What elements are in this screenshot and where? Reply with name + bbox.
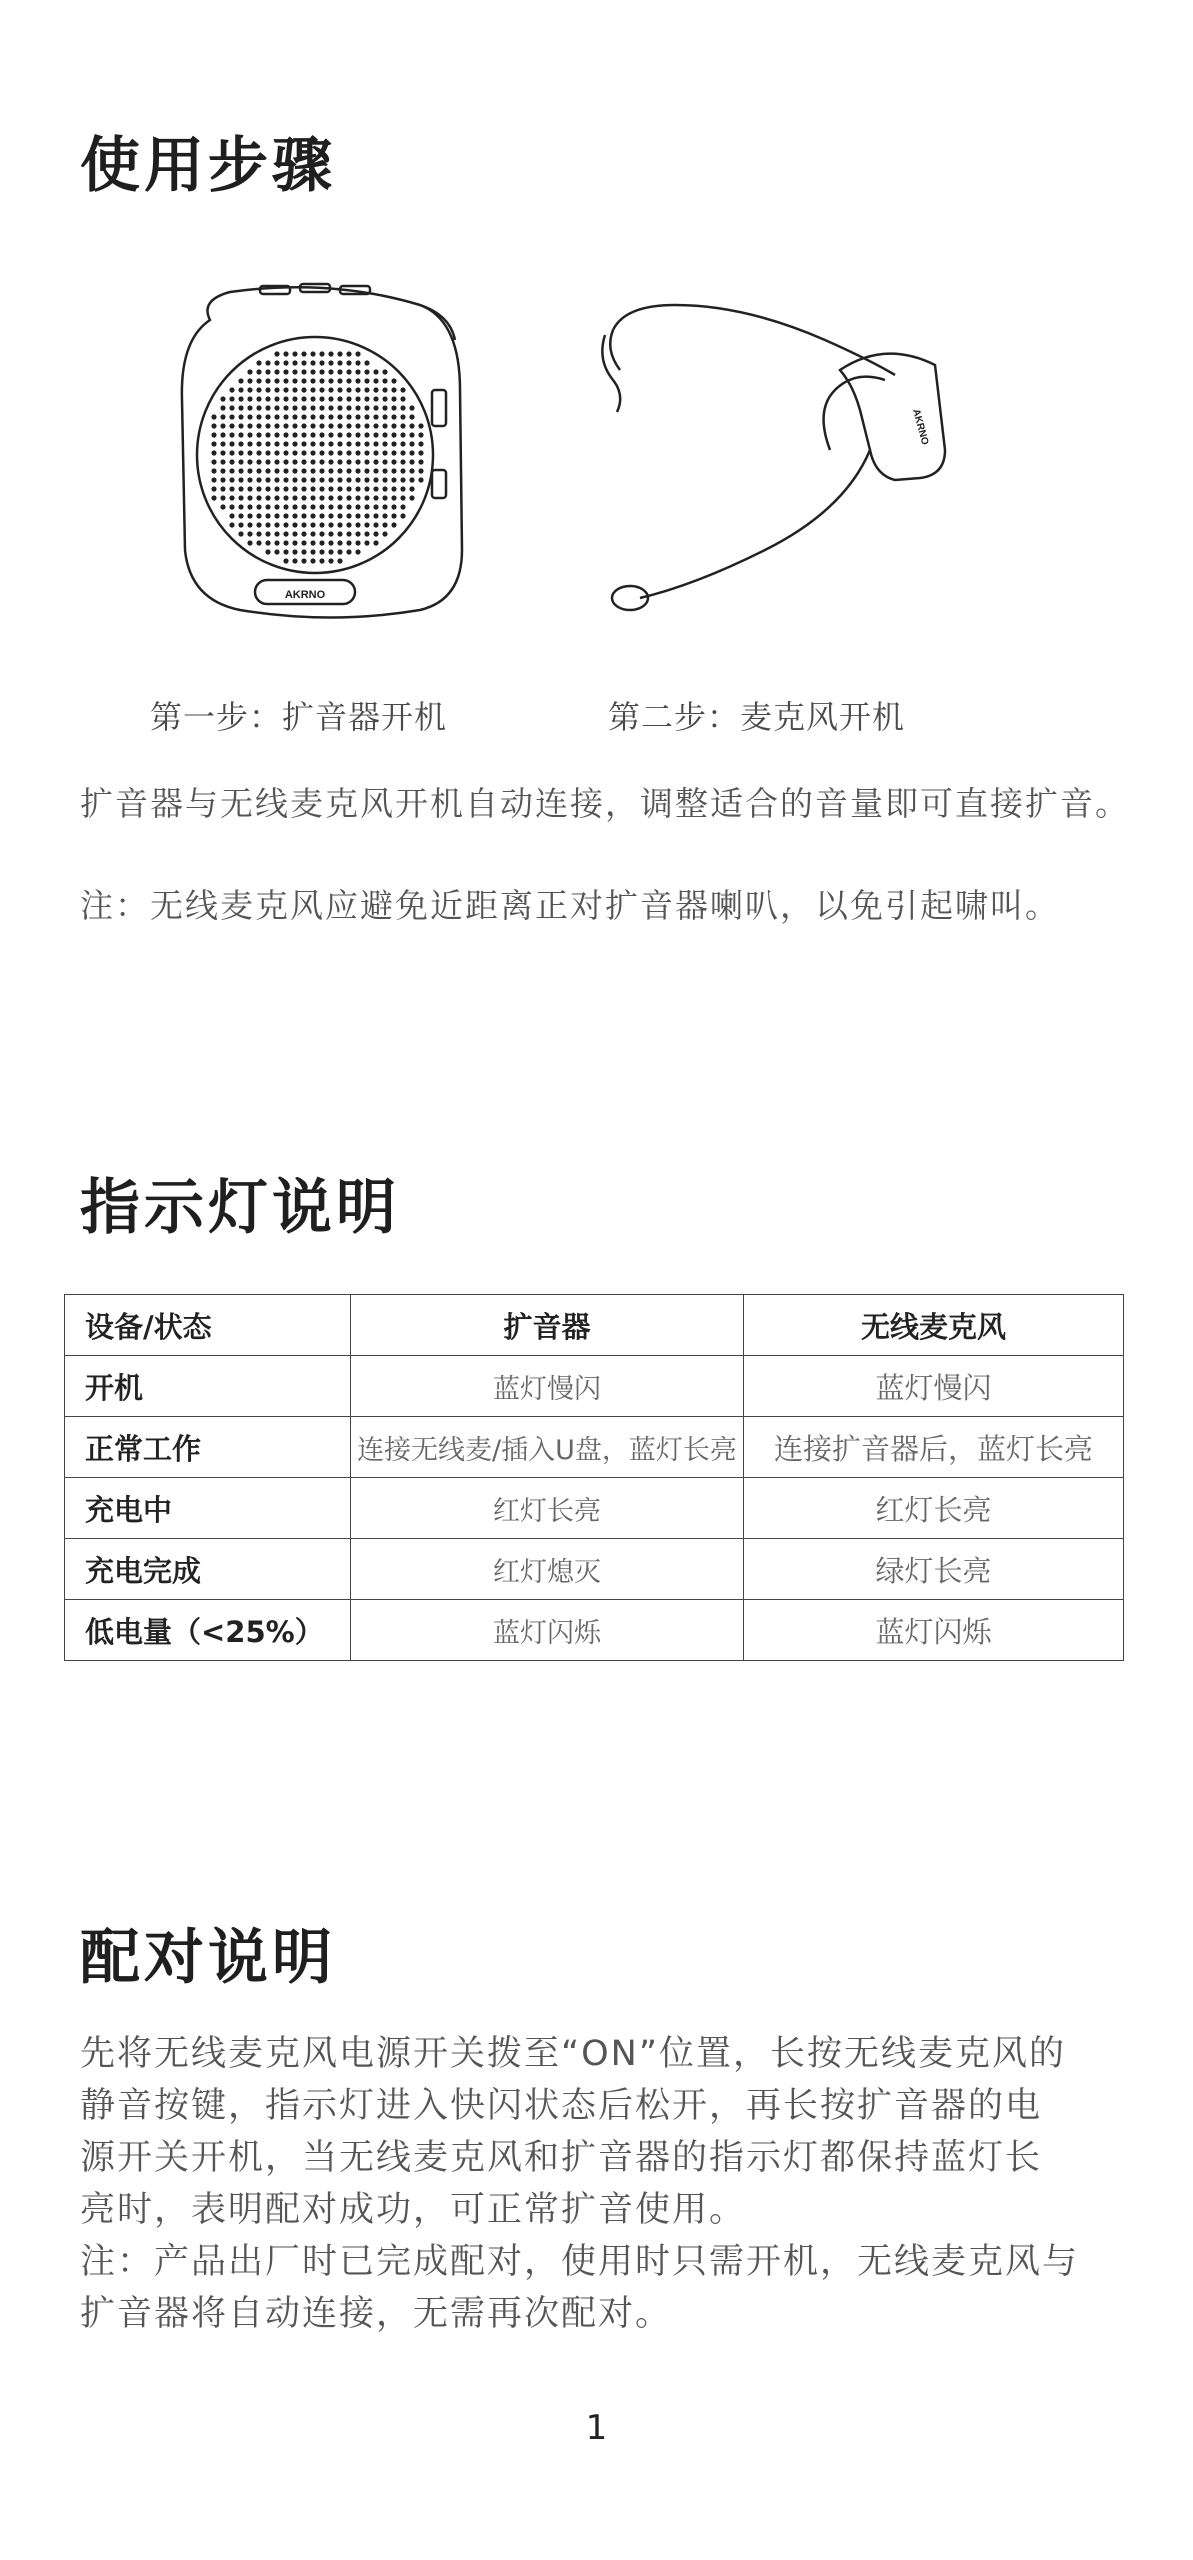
pairing-line: 亮时，表明配对成功，可正常扩音使用。 [80, 2190, 747, 2230]
step1-caption: 第一步：扩音器开机 [150, 698, 448, 736]
pairing-note-line: 扩音器将自动连接，无需再次配对。 [80, 2294, 673, 2334]
speaker-illustration [170, 280, 490, 630]
pairing-instructions [80, 2028, 1140, 2340]
status-cell: 充电完成 [65, 1539, 351, 1600]
header-wireless-mic: 无线麦克风 [744, 1295, 1124, 1356]
headset-microphone-illustration [595, 300, 955, 630]
amplifier-cell: 蓝灯闪烁 [351, 1600, 744, 1661]
connect-instruction: 扩音器与无线麦克风开机自动连接，调整适合的音量即可直接扩音。 [80, 784, 1130, 823]
amplifier-cell: 红灯熄灭 [351, 1539, 744, 1600]
amplifier-cell: 红灯长亮 [351, 1478, 744, 1539]
table-row [65, 1539, 1124, 1600]
header-amplifier: 扩音器 [351, 1295, 744, 1356]
table-row [65, 1356, 1124, 1417]
headset-logo: AKRNO [910, 407, 931, 447]
section-title-pairing: 配对说明 [80, 1923, 336, 1993]
pairing-line: 先将无线麦克风电源开关拨至“ON”位置，长按无线麦克风的 [80, 2034, 1066, 2074]
mic-cell: 绿灯长亮 [744, 1539, 1124, 1600]
table-row [65, 1417, 1124, 1478]
step2-caption: 第二步：麦克风开机 [608, 698, 906, 736]
speaker-logo: AKRNO [284, 589, 326, 601]
table-row [65, 1600, 1124, 1661]
table-row [65, 1478, 1124, 1539]
amplifier-cell: 连接无线麦/插入U盘，蓝灯长亮 [351, 1417, 744, 1478]
mic-cell: 蓝灯慢闪 [744, 1356, 1124, 1417]
amplifier-cell: 蓝灯慢闪 [351, 1356, 744, 1417]
status-cell: 正常工作 [65, 1417, 351, 1478]
header-device-status: 设备/状态 [65, 1295, 351, 1356]
section-title-indicator: 指示灯说明 [80, 1173, 400, 1243]
pairing-line: 静音按键，指示灯进入快闪状态后松开，再长按扩音器的电 [80, 2086, 1043, 2126]
indicator-table [64, 1294, 1124, 1661]
howling-note: 注：无线麦克风应避免近距离正对扩音器喇叭，以免引起啸叫。 [80, 886, 1060, 925]
status-cell: 充电中 [65, 1478, 351, 1539]
pairing-note-line: 注：产品出厂时已完成配对，使用时只需开机，无线麦克风与 [80, 2242, 1080, 2282]
section-title-steps: 使用步骤 [80, 131, 336, 201]
status-cell: 低电量（<25%） [65, 1600, 351, 1661]
pairing-line: 源开关开机，当无线麦克风和扩音器的指示灯都保持蓝灯长 [80, 2138, 1043, 2178]
status-cell: 开机 [65, 1356, 351, 1417]
mic-cell: 红灯长亮 [744, 1478, 1124, 1539]
mic-cell: 蓝灯闪烁 [744, 1600, 1124, 1661]
page-number: 1 [585, 2408, 608, 2448]
mic-cell: 连接扩音器后，蓝灯长亮 [744, 1417, 1124, 1478]
table-header-row [65, 1295, 1124, 1356]
